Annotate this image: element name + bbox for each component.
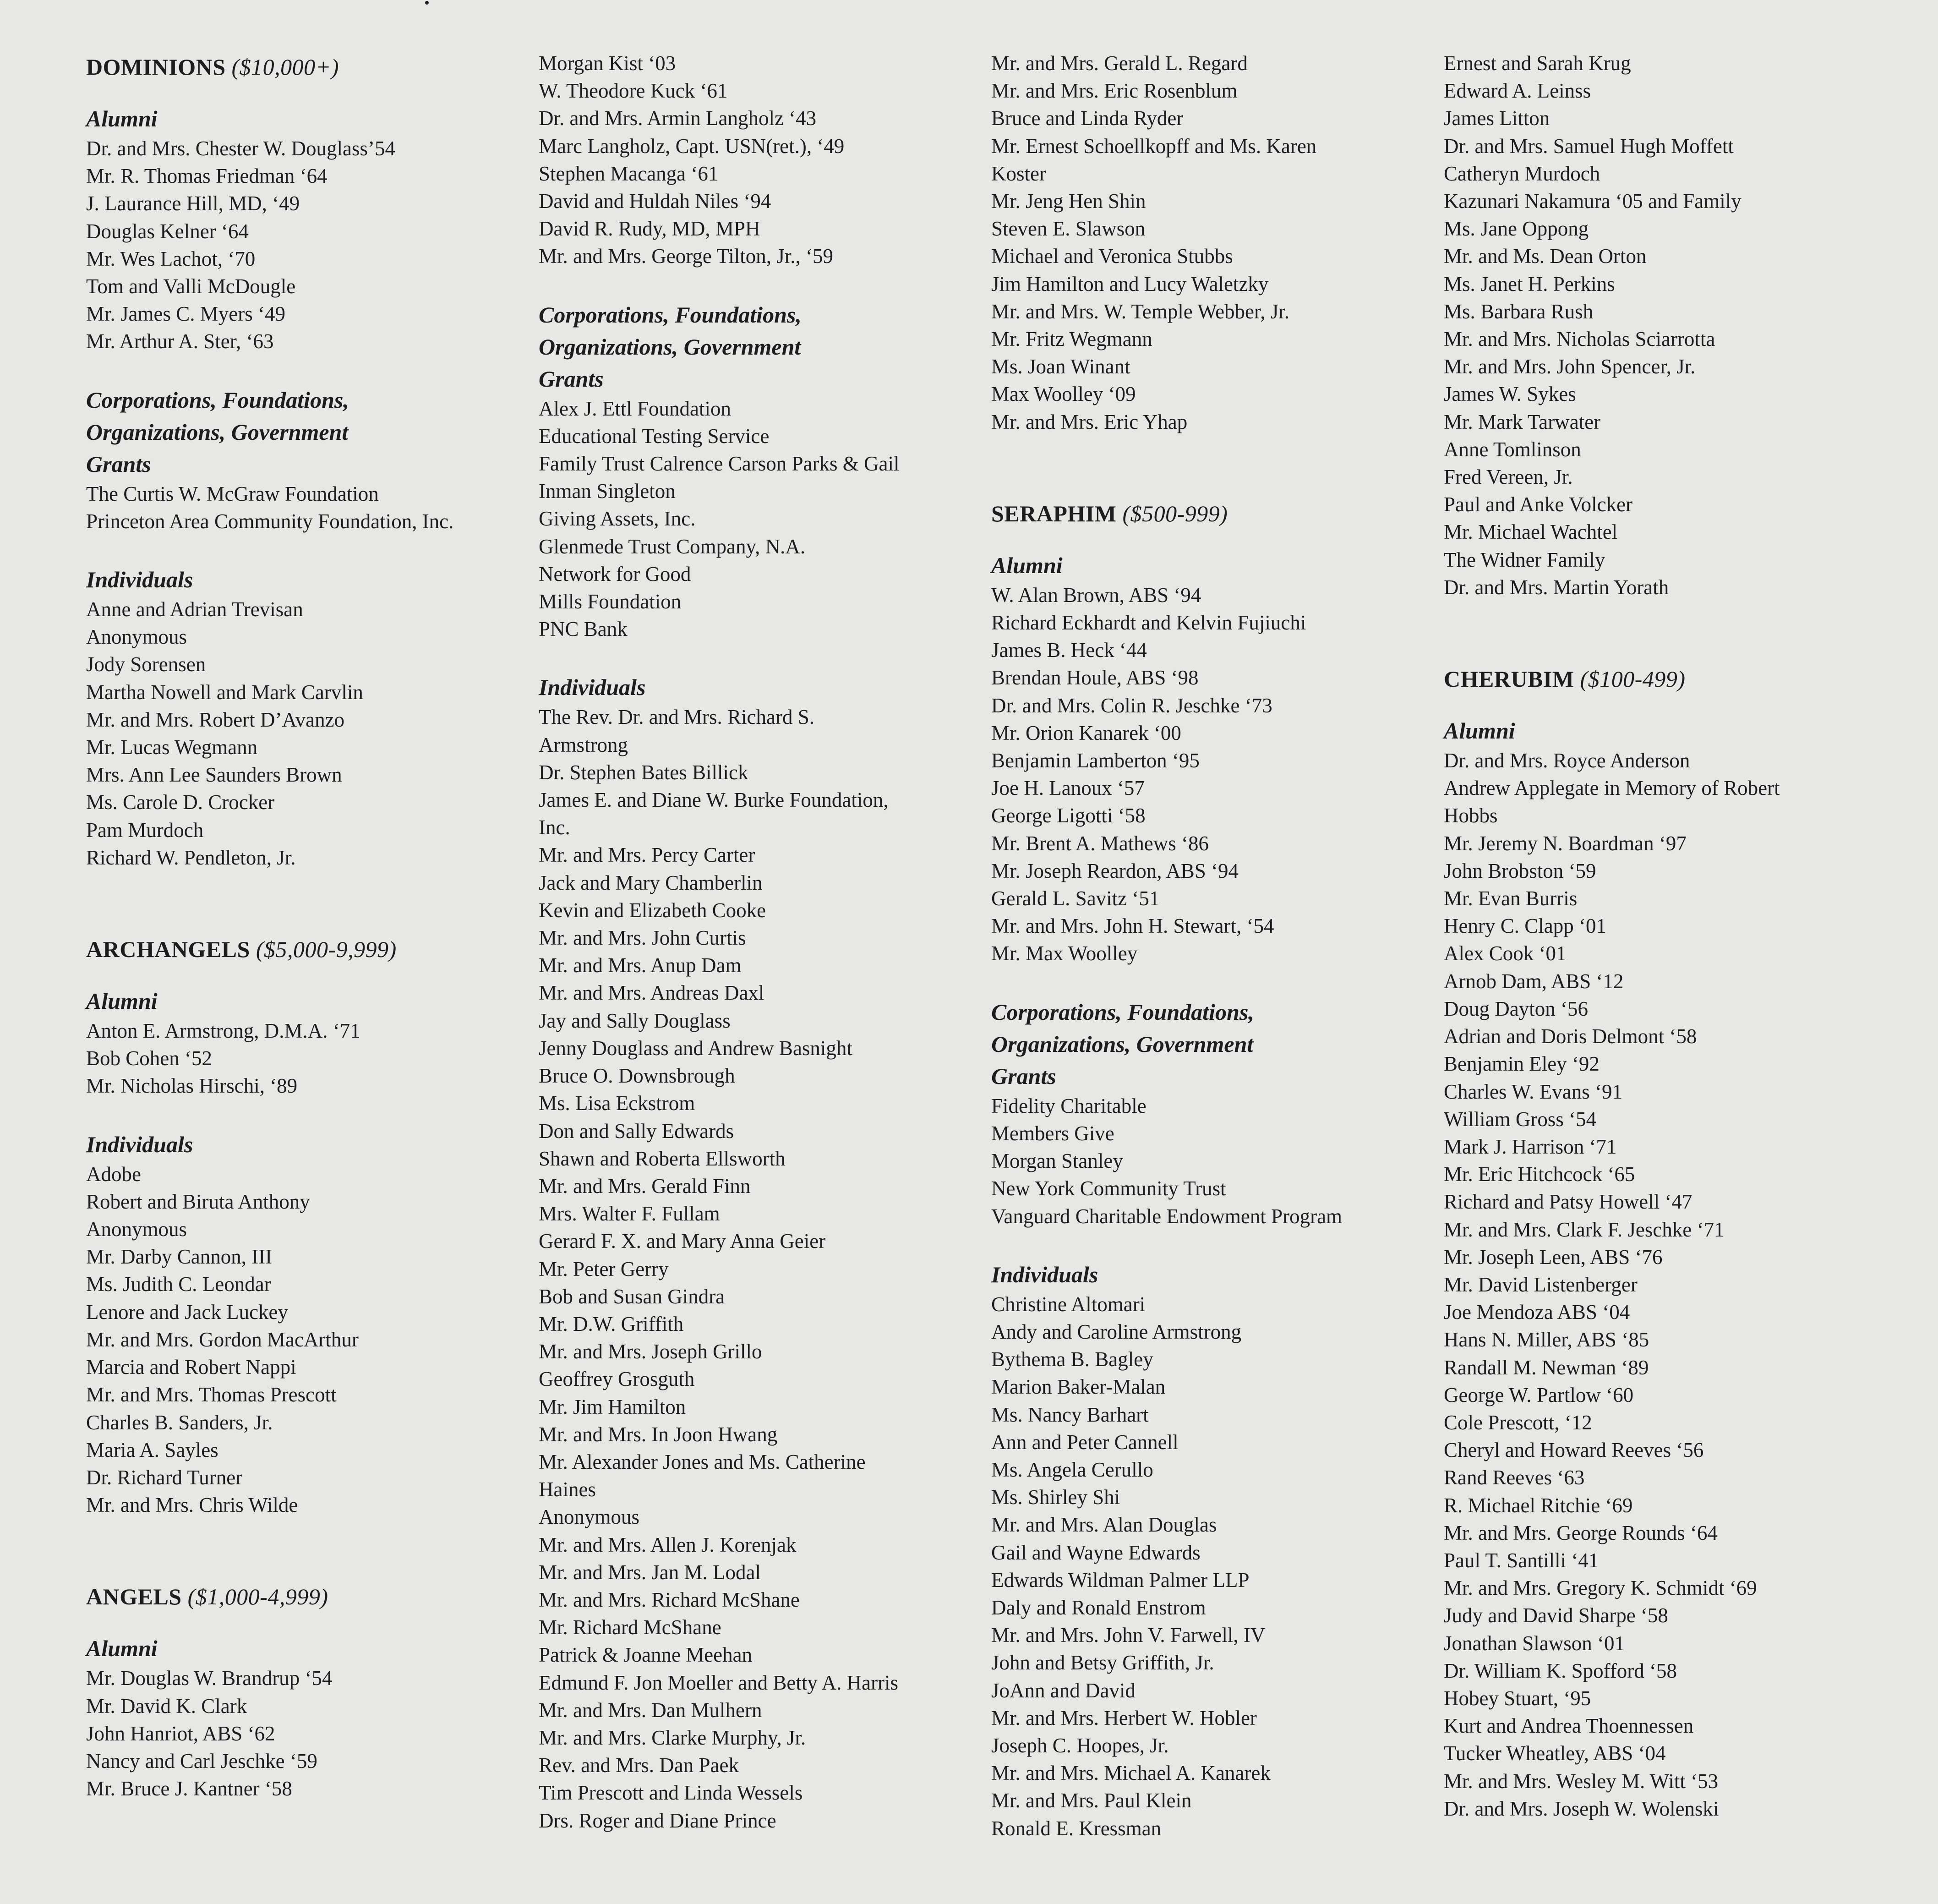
donor-name: Dr. Stephen Bates Billick — [539, 761, 748, 784]
giving-level-range: ($1,000-4,999) — [187, 1584, 328, 1610]
giving-level-heading — [1444, 665, 1883, 693]
donor-name: The Widner Family — [1444, 548, 1605, 571]
donor-name: James Litton — [1444, 107, 1550, 130]
donor-category-heading: Alumni — [86, 1636, 158, 1662]
donor-list — [991, 1092, 1431, 1230]
donor-name: Catheryn Murdoch — [1444, 162, 1600, 185]
donor-name: Mr. Ernest Schoellkopff and Ms. Karen — [991, 134, 1317, 158]
donor-name: Andy and Caroline Armstrong — [991, 1320, 1242, 1343]
donor-name: David and Huldah Niles ‘94 — [539, 190, 771, 213]
donor-name: Bob Cohen ‘52 — [86, 1047, 212, 1070]
donor-name: Mr. Jim Hamilton — [539, 1395, 686, 1418]
donor-name: Mr. Mark Tarwater — [1444, 410, 1601, 433]
donor-name: Mr. and Mrs. Dan Mulhern — [539, 1698, 762, 1722]
donor-name: Hobey Stuart, ‘95 — [1444, 1686, 1591, 1710]
donor-name: Doug Dayton ‘56 — [1444, 997, 1588, 1020]
donor-name: Arnob Dam, ABS ‘12 — [1444, 969, 1624, 993]
donor-name: Mr. and Ms. Dean Orton — [1444, 245, 1647, 268]
giving-level-name: ARCHANGELS — [86, 936, 250, 963]
donor-name: The Rev. Dr. and Mrs. Richard S. — [539, 706, 814, 729]
donor-name: Dr. Richard Turner — [86, 1466, 243, 1489]
donor-category-heading-line: Corporations, Foundations, — [539, 301, 802, 328]
donor-list — [991, 581, 1431, 968]
donor-name: Richard W. Pendleton, Jr. — [86, 846, 296, 869]
donor-name: Koster — [991, 162, 1046, 185]
donor-name: Don and Sally Edwards — [539, 1119, 734, 1143]
donor-name: Members Give — [991, 1122, 1114, 1145]
ink-speck — [425, 1, 429, 5]
donor-name: Tucker Wheatley, ABS ‘04 — [1444, 1742, 1666, 1765]
donor-name: Alex J. Ettl Foundation — [539, 397, 731, 420]
donor-name: James B. Heck ‘44 — [991, 639, 1147, 662]
donor-name: Ms. Jane Oppong — [1444, 217, 1589, 241]
donor-name: Maria A. Sayles — [86, 1438, 218, 1461]
donor-name: Mr. and Mrs. Richard McShane — [539, 1588, 800, 1611]
donor-name: Mr. Arthur A. Ster, ‘63 — [86, 330, 274, 353]
giving-level-range: ($100-499) — [1580, 666, 1686, 692]
donor-name: Mrs. Walter F. Fullam — [539, 1202, 720, 1226]
donor-name: Joe Mendoza ABS ‘04 — [1444, 1301, 1630, 1324]
donor-category-heading-line: Corporations, Foundations, — [991, 999, 1254, 1025]
donor-name: Bob and Susan Gindra — [539, 1285, 725, 1308]
donor-list — [1444, 747, 1883, 1822]
donor-name: Morgan Kist ‘03 — [539, 52, 676, 75]
donor-name: Mr. Bruce J. Kantner ‘58 — [86, 1777, 292, 1800]
donor-list — [86, 1160, 526, 1519]
donor-name: Mr. Michael Wachtel — [1444, 520, 1618, 544]
donor-name: Mr. Peter Gerry — [539, 1257, 669, 1280]
donor-category-heading — [86, 384, 526, 480]
donor-name: Mr. D.W. Griffith — [539, 1312, 684, 1335]
donor-name: Edmund F. Jon Moeller and Betty A. Harris — [539, 1671, 899, 1694]
donor-name: Randall M. Newman ‘89 — [1444, 1356, 1649, 1379]
donor-category-heading-line: Grants — [86, 451, 151, 477]
donor-list — [539, 703, 978, 1834]
donor-name: Mr. Joseph Leen, ABS ‘76 — [1444, 1245, 1663, 1269]
donor-name: Dr. and Mrs. Joseph W. Wolenski — [1444, 1797, 1719, 1820]
donor-name: Giving Assets, Inc. — [539, 507, 696, 531]
donor-name: Anonymous — [86, 625, 187, 649]
column-4 — [1444, 49, 1883, 1822]
donor-name: Inc. — [539, 816, 570, 839]
donor-name: Mills Foundation — [539, 590, 682, 613]
donor-name: Mr. and Mrs. Robert D’Avanzo — [86, 708, 345, 731]
donor-list — [86, 1017, 526, 1100]
donor-name: Mr. and Mrs. Eric Yhap — [991, 410, 1188, 433]
donor-name: Mr. and Mrs. Gerald L. Regard — [991, 52, 1248, 75]
donor-list — [1444, 49, 1883, 601]
donor-name: Ms. Barbara Rush — [1444, 300, 1594, 323]
donor-name: Mr. and Mrs. Nicholas Sciarrotta — [1444, 328, 1715, 351]
donor-name: Mr. and Mrs. Michael A. Kanarek — [991, 1762, 1271, 1785]
donor-name: Ms. Angela Cerullo — [991, 1458, 1153, 1481]
donor-name: Dr. and Mrs. Royce Anderson — [1444, 749, 1690, 772]
donor-name: Mr. and Mrs. Gerald Finn — [539, 1174, 751, 1198]
donor-name: Princeton Area Community Foundation, Inc. — [86, 509, 454, 533]
column-2 — [539, 49, 978, 1834]
donor-list — [86, 135, 526, 356]
donor-name: Mr. Richard McShane — [539, 1616, 721, 1639]
donor-name: Anne Tomlinson — [1444, 438, 1581, 461]
donor-name: Edward A. Leinss — [1444, 79, 1591, 103]
donor-name: James E. and Diane W. Burke Foundation, — [539, 788, 889, 812]
donor-name: Joseph C. Hoopes, Jr. — [991, 1734, 1169, 1757]
donor-name: Mr. Wes Lachot, ‘70 — [86, 247, 256, 270]
donor-name: George W. Partlow ‘60 — [1444, 1383, 1634, 1406]
donor-name: Drs. Roger and Diane Prince — [539, 1809, 776, 1832]
giving-level-heading — [86, 936, 526, 963]
giving-level-heading — [86, 1583, 526, 1610]
donor-name: Fred Vereen, Jr. — [1444, 465, 1573, 489]
donor-name: Mr. David Listenberger — [1444, 1273, 1638, 1296]
donor-name: PNC Bank — [539, 618, 628, 641]
donor-name: Bythema B. Bagley — [991, 1348, 1153, 1371]
donor-name: Edwards Wildman Palmer LLP — [991, 1568, 1250, 1592]
donor-name: Marcia and Robert Nappi — [86, 1356, 296, 1379]
donor-name: Jody Sorensen — [86, 653, 206, 676]
donor-list — [86, 596, 526, 871]
donor-name: Shawn and Roberta Ellsworth — [539, 1147, 786, 1170]
donor-name: Tom and Valli McDougle — [86, 275, 296, 298]
donor-category-heading-line: Organizations, Government — [539, 334, 801, 360]
donor-name: Adobe — [86, 1162, 141, 1186]
donor-name: Mr. and Mrs. Thomas Prescott — [86, 1383, 337, 1406]
donor-name: Hobbs — [1444, 804, 1498, 827]
donor-name: Adrian and Doris Delmont ‘58 — [1444, 1025, 1697, 1048]
donor-name: James W. Sykes — [1444, 383, 1576, 406]
donor-name: Anton E. Armstrong, D.M.A. ‘71 — [86, 1019, 360, 1043]
donor-name: Rand Reeves ‘63 — [1444, 1466, 1585, 1489]
donor-name: Mr. and Mrs. Gregory K. Schmidt ‘69 — [1444, 1576, 1757, 1600]
donor-name: Mr. Nicholas Hirschi, ‘89 — [86, 1074, 298, 1098]
donor-name: Mr. and Mrs. W. Temple Webber, Jr. — [991, 300, 1289, 323]
donor-name: Ms. Joan Winant — [991, 355, 1130, 378]
donor-name: Mr. and Mrs. Wesley M. Witt ‘53 — [1444, 1769, 1719, 1793]
giving-level-name: DOMINIONS — [86, 54, 226, 80]
donor-category-heading: Alumni — [991, 552, 1063, 578]
donor-name: Gerald L. Savitz ‘51 — [991, 887, 1160, 910]
donor-name: Mr. and Mrs. Anup Dam — [539, 954, 742, 977]
donor-name: Henry C. Clapp ‘01 — [1444, 914, 1606, 938]
donor-list — [991, 49, 1431, 436]
donor-name: Jay and Sally Douglass — [539, 1009, 731, 1032]
donor-category-heading-line: Grants — [539, 366, 604, 392]
donor-name: Douglas Kelner ‘64 — [86, 219, 249, 243]
donor-name: Charles W. Evans ‘91 — [1444, 1080, 1622, 1103]
donor-category-heading-line: Corporations, Foundations, — [86, 387, 349, 413]
donor-name: Educational Testing Service — [539, 424, 770, 448]
donor-name: Paul and Anke Volcker — [1444, 493, 1633, 516]
donor-name: Mr. Max Woolley — [991, 942, 1138, 965]
donor-category-heading-line: Organizations, Government — [86, 419, 349, 445]
donor-name: Daly and Ronald Enstrom — [991, 1596, 1206, 1619]
donor-name: Haines — [539, 1478, 596, 1501]
donor-name: Mr. Evan Burris — [1444, 887, 1578, 910]
donor-name: Bruce and Linda Ryder — [991, 107, 1184, 130]
donor-category-heading — [539, 299, 978, 395]
donor-name: Brendan Houle, ABS ‘98 — [991, 666, 1199, 689]
donor-name: Ms. Lisa Eckstrom — [539, 1092, 695, 1115]
giving-level-range: ($10,000+) — [231, 54, 339, 80]
donor-list — [991, 1291, 1431, 1842]
donor-category-heading — [991, 996, 1431, 1092]
donor-name: Family Trust Calrence Carson Parks & Gail — [539, 452, 900, 476]
giving-level-range: ($5,000-9,999) — [256, 936, 397, 963]
donor-name: Christine Altomari — [991, 1292, 1146, 1316]
donor-name: W. Theodore Kuck ‘61 — [539, 79, 728, 103]
donor-name: Mr. and Mrs. Chris Wilde — [86, 1494, 298, 1517]
donor-name: Anne and Adrian Trevisan — [86, 598, 303, 621]
giving-level-range: ($500-999) — [1122, 500, 1228, 526]
donor-name: Robert and Biruta Anthony — [86, 1190, 310, 1213]
donor-name: Andrew Applegate in Memory of Robert — [1444, 777, 1780, 800]
donor-name: Armstrong — [539, 733, 628, 756]
donor-name: Mr. and Mrs. Paul Klein — [991, 1789, 1192, 1812]
donor-name: Dr. and Mrs. Chester W. Douglass’54 — [86, 137, 395, 160]
donor-name: Mr. and Mrs. Andreas Daxl — [539, 981, 764, 1005]
column-3 — [991, 49, 1431, 1842]
donor-name: Joe H. Lanoux ‘57 — [991, 777, 1145, 800]
donor-name: Mr. and Mrs. John H. Stewart, ‘54 — [991, 914, 1274, 938]
donor-name: Ronald E. Kressman — [991, 1816, 1162, 1840]
giving-level-heading — [86, 53, 526, 81]
donor-category-heading-line: Organizations, Government — [991, 1031, 1254, 1057]
donor-name: Benjamin Eley ‘92 — [1444, 1052, 1600, 1076]
donor-name: Mr. Orion Kanarek ‘00 — [991, 721, 1181, 744]
donor-name: Mark J. Harrison ‘71 — [1444, 1135, 1617, 1158]
donor-list — [86, 1664, 526, 1802]
donor-name: R. Michael Ritchie ‘69 — [1444, 1494, 1633, 1517]
donor-name: Alex Cook ‘01 — [1444, 942, 1567, 965]
donor-list — [539, 49, 978, 270]
donor-name: David R. Rudy, MD, MPH — [539, 217, 760, 241]
donor-name: Ms. Judith C. Leondar — [86, 1273, 271, 1296]
donor-category-heading: Alumni — [86, 988, 158, 1014]
donor-name: George Ligotti ‘58 — [991, 804, 1146, 827]
donor-name: Ms. Nancy Barhart — [991, 1403, 1149, 1426]
donor-category-heading-line: Grants — [991, 1063, 1056, 1089]
donor-name: Jonathan Slawson ‘01 — [1444, 1631, 1625, 1655]
donor-name: Anonymous — [539, 1505, 640, 1529]
donor-name: Max Woolley ‘09 — [991, 383, 1136, 406]
donor-name: Michael and Veronica Stubbs — [991, 245, 1233, 268]
donor-name: Mr. and Mrs. Eric Rosenblum — [991, 79, 1238, 103]
donor-list — [539, 395, 978, 643]
donor-name: Martha Nowell and Mark Carvlin — [86, 680, 363, 704]
donor-name: Mr. Douglas W. Brandrup ‘54 — [86, 1667, 333, 1690]
donor-name: Tim Prescott and Linda Wessels — [539, 1781, 803, 1805]
donor-name: Kurt and Andrea Thoennessen — [1444, 1714, 1694, 1738]
donor-name: Mr. Jeremy N. Boardman ‘97 — [1444, 832, 1687, 855]
donor-name: Patrick & Joanne Meehan — [539, 1643, 753, 1667]
donor-name: Mr. and Mrs. John V. Farwell, IV — [991, 1624, 1266, 1647]
donor-name: Charles B. Sanders, Jr. — [86, 1411, 273, 1434]
donor-name: Mr. and Mrs. George Rounds ‘64 — [1444, 1521, 1718, 1544]
donor-name: Vanguard Charitable Endowment Program — [991, 1204, 1343, 1228]
donor-name: Dr. William K. Spofford ‘58 — [1444, 1659, 1677, 1682]
donor-name: Mrs. Ann Lee Saunders Brown — [86, 763, 342, 787]
donor-name: Ms. Carole D. Crocker — [86, 791, 275, 814]
donor-name: J. Laurance Hill, MD, ‘49 — [86, 192, 300, 215]
donor-category-heading: Individuals — [991, 1261, 1098, 1287]
donor-name: Steven E. Slawson — [991, 217, 1146, 241]
donor-name: Cole Prescott, ‘12 — [1444, 1411, 1592, 1434]
donor-name: Mr. Joseph Reardon, ABS ‘94 — [991, 859, 1239, 882]
column-1 — [86, 49, 526, 1802]
donor-name: Ms. Janet H. Perkins — [1444, 272, 1615, 295]
donor-name: Geoffrey Grosguth — [539, 1368, 695, 1391]
giving-level-name: ANGELS — [86, 1584, 182, 1610]
donor-name: Benjamin Lamberton ‘95 — [991, 749, 1200, 772]
donor-name: Richard and Patsy Howell ‘47 — [1444, 1190, 1692, 1214]
donor-name: Network for Good — [539, 562, 691, 585]
donor-name: Inman Singleton — [539, 480, 676, 503]
donor-category-heading: Alumni — [1444, 718, 1515, 744]
donor-name: Jack and Mary Chamberlin — [539, 871, 763, 894]
donor-name: Mr. and Mrs. Clarke Murphy, Jr. — [539, 1726, 806, 1749]
donor-name: Anonymous — [86, 1218, 187, 1241]
donor-name: Mr. Alexander Jones and Ms. Catherine — [539, 1450, 866, 1473]
donor-name: Mr. and Mrs. Herbert W. Hobler — [991, 1706, 1257, 1729]
donor-name: Mr. Jeng Hen Shin — [991, 190, 1146, 213]
donor-name: The Curtis W. McGraw Foundation — [86, 482, 379, 505]
donor-name: Mr. R. Thomas Friedman ‘64 — [86, 164, 328, 188]
donor-category-heading: Individuals — [86, 567, 193, 593]
donor-name: Nancy and Carl Jeschke ‘59 — [86, 1749, 317, 1773]
donor-name: Mr. and Mrs. Clark F. Jeschke ‘71 — [1444, 1218, 1725, 1241]
donor-name: Mr. and Mrs. Jan M. Lodal — [539, 1560, 761, 1584]
donor-name: Stephen Macanga ‘61 — [539, 162, 719, 185]
donor-name: Dr. and Mrs. Samuel Hugh Moffett — [1444, 134, 1734, 158]
donor-name: Bruce O. Downsbrough — [539, 1064, 735, 1088]
donor-name: Paul T. Santilli ‘41 — [1444, 1548, 1599, 1572]
donor-name: JoAnn and David — [991, 1679, 1136, 1702]
donor-name: Mr. James C. Myers ‘49 — [86, 302, 285, 326]
donor-name: Mr. Brent A. Mathews ‘86 — [991, 832, 1209, 855]
donor-name: Lenore and Jack Luckey — [86, 1300, 289, 1324]
donor-name: Gerard F. X. and Mary Anna Geier — [539, 1230, 826, 1253]
giving-level-heading — [991, 500, 1431, 527]
donor-name: Mr. Lucas Wegmann — [86, 736, 258, 759]
donor-name: Mr. and Mrs. Gordon MacArthur — [86, 1328, 359, 1351]
donor-name: Cheryl and Howard Reeves ‘56 — [1444, 1439, 1704, 1462]
donor-name: John and Betsy Griffith, Jr. — [991, 1651, 1214, 1674]
donor-name: Richard Eckhardt and Kelvin Fujiuchi — [991, 611, 1306, 635]
donor-name: Ernest and Sarah Krug — [1444, 52, 1631, 75]
donor-name: Gail and Wayne Edwards — [991, 1541, 1201, 1564]
donor-name: Judy and David Sharpe ‘58 — [1444, 1604, 1668, 1627]
donor-category-heading: Individuals — [539, 674, 646, 700]
donor-name: Mr. Darby Cannon, III — [86, 1245, 273, 1269]
donor-name: Marion Baker-Malan — [991, 1375, 1166, 1399]
donor-name: New York Community Trust — [991, 1177, 1226, 1200]
donor-name: Jenny Douglass and Andrew Basnight — [539, 1036, 852, 1060]
giving-level-name: CHERUBIM — [1444, 666, 1574, 692]
donor-name: Mr. and Mrs. Joseph Grillo — [539, 1340, 762, 1363]
donor-name: Pam Murdoch — [86, 818, 204, 842]
donor-name: Dr. and Mrs. Colin R. Jeschke ‘73 — [991, 694, 1272, 717]
donor-name: Mr. David K. Clark — [86, 1694, 247, 1718]
donor-name: Hans N. Miller, ABS ‘85 — [1444, 1328, 1649, 1351]
donor-name: Kevin and Elizabeth Cooke — [539, 898, 766, 922]
donor-name: John Brobston ‘59 — [1444, 859, 1596, 882]
donor-name: Rev. and Mrs. Dan Paek — [539, 1754, 739, 1777]
donor-name: Marc Langholz, Capt. USN(ret.), ‘49 — [539, 134, 845, 158]
donor-category-heading: Alumni — [86, 106, 158, 131]
donor-name: Jim Hamilton and Lucy Waletzky — [991, 272, 1269, 295]
donor-name: Dr. and Mrs. Martin Yorath — [1444, 575, 1669, 599]
donor-name: W. Alan Brown, ABS ‘94 — [991, 583, 1201, 607]
donor-name: Dr. and Mrs. Armin Langholz ‘43 — [539, 107, 817, 130]
donor-name: Mr. and Mrs. In Joon Hwang — [539, 1423, 778, 1446]
donor-name: Mr. and Mrs. Allen J. Korenjak — [539, 1533, 797, 1556]
donor-category-heading: Individuals — [86, 1131, 193, 1157]
donor-name: Mr. and Mrs. George Tilton, Jr., ‘59 — [539, 245, 833, 268]
donor-name: Ann and Peter Cannell — [991, 1430, 1179, 1454]
donor-name: Mr. Eric Hitchcock ‘65 — [1444, 1163, 1635, 1186]
donor-name: William Gross ‘54 — [1444, 1107, 1597, 1131]
donor-list — [86, 480, 526, 535]
donor-name: Ms. Shirley Shi — [991, 1486, 1120, 1509]
donor-name: Kazunari Nakamura ‘05 and Family — [1444, 190, 1741, 213]
donor-name: Mr. Fritz Wegmann — [991, 328, 1152, 351]
donor-name: Mr. and Mrs. John Curtis — [539, 926, 746, 950]
donor-name: Glenmede Trust Company, N.A. — [539, 535, 806, 558]
donor-name: Mr. and Mrs. Percy Carter — [539, 843, 755, 867]
donor-name: Mr. and Mrs. Alan Douglas — [991, 1513, 1217, 1537]
donor-name: John Hanriot, ABS ‘62 — [86, 1722, 275, 1745]
giving-level-name: SERAPHIM — [991, 500, 1117, 526]
donor-name: Morgan Stanley — [991, 1149, 1123, 1173]
donor-name: Mr. and Mrs. John Spencer, Jr. — [1444, 355, 1696, 378]
donor-name: Fidelity Charitable — [991, 1094, 1146, 1117]
